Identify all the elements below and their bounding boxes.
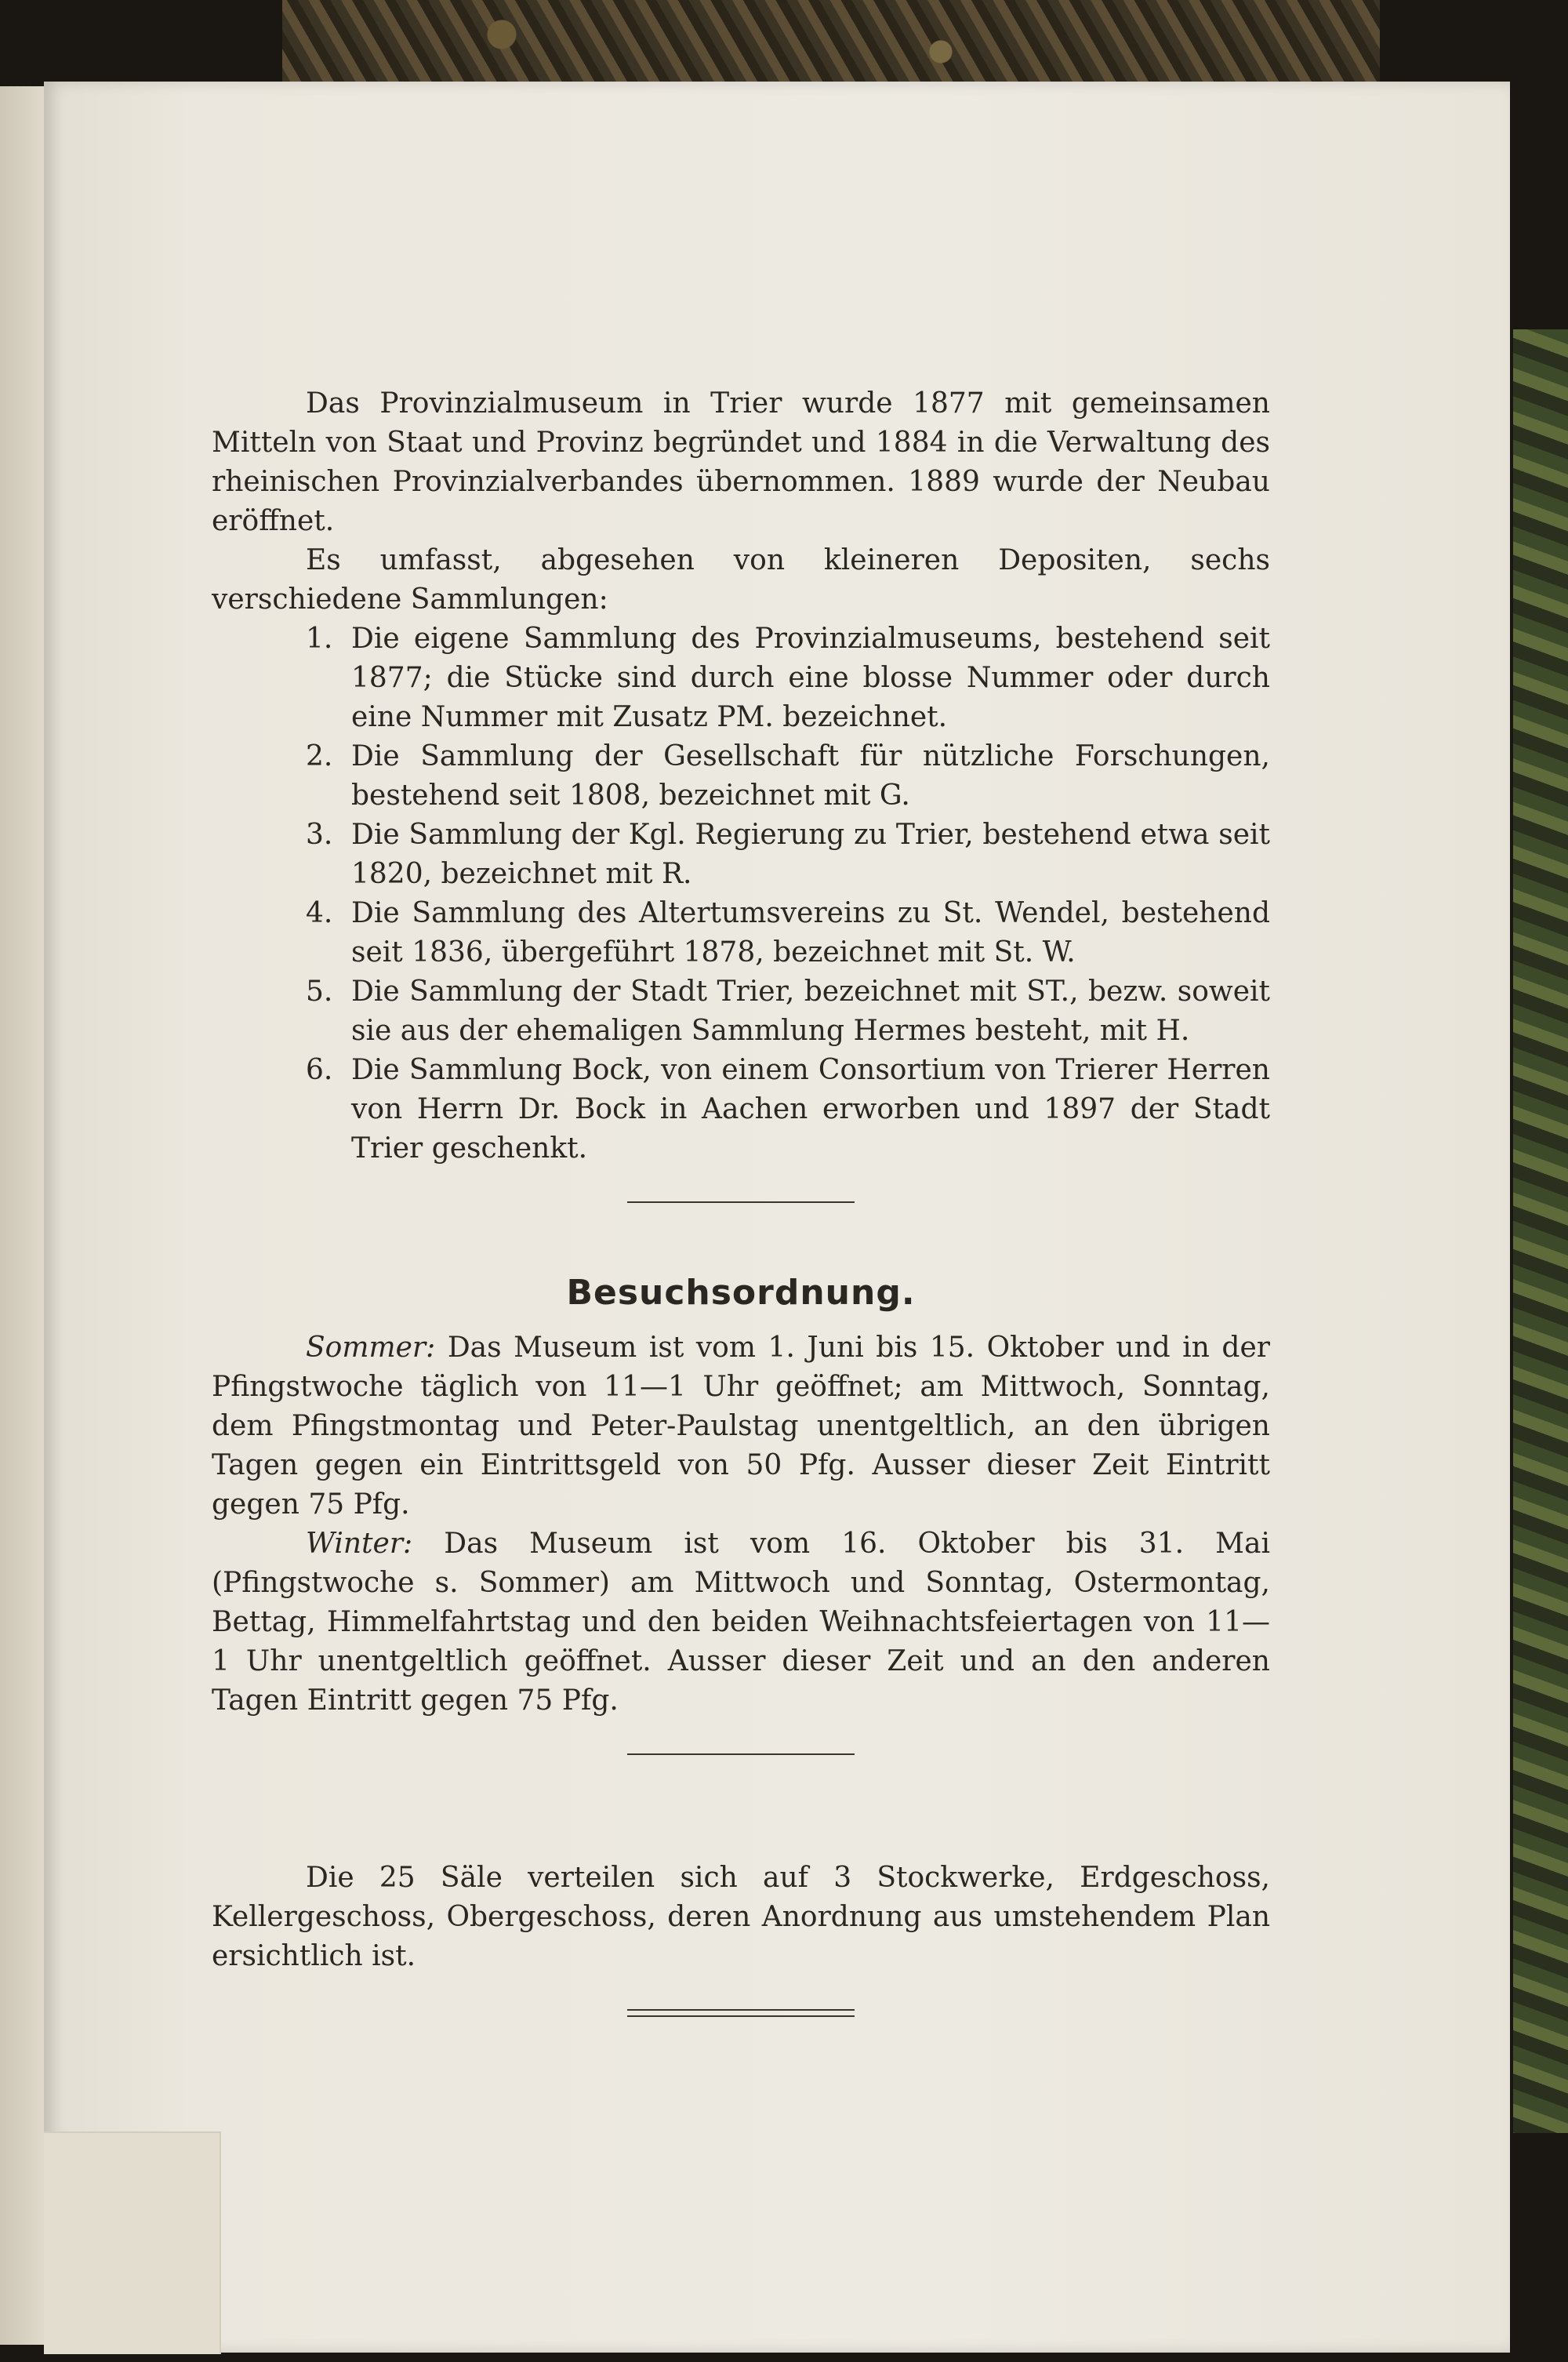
list-item-number: 5. [306, 976, 333, 1008]
intro-paragraph-2: Es umfasst, abgesehen von kleineren Depositen, sechs verschiedene Sammlungen: [212, 544, 1270, 616]
list-item [212, 816, 1270, 894]
list-item-number: 6. [306, 1054, 333, 1086]
list-item [212, 972, 1270, 1051]
list-item-text: Die Sammlung der Kgl. Regierung zu Trier, bestehend etwa seit 1820, bezeichnet mit R. [351, 819, 1270, 890]
winter-text: Das Museum ist vom 16. Oktober bis 31. Mai (Pfingstwoche s. Sommer) am Mittwoch und Sonntag, Ostermontag, Bettag, Himmelfahrtstag und den beiden Weihnachtsfeiertagen von 11—1 Uhr unentgeltlich geöffnet. Ausser dieser Zeit und an den anderen Tagen Eintritt gegen 75 Pfg. [212, 1528, 1270, 1717]
list-item-text: Die eigene Sammlung des Provinzialmuseums, bestehend seit 1877; die Stücke sind durch eine blosse Nummer oder durch eine Nummer mit Zusatz PM. bezeichnet. [351, 623, 1270, 733]
divider-rule [627, 1201, 855, 1203]
list-item [212, 737, 1270, 816]
intro-paragraph-1: Das Provinzialmuseum in Trier wurde 1877 mit gemeinsamen Mitteln von Staat und Provinz begründet und 1884 in die Verwaltung des rheinischen Provinzialverbandes übernommen. 1889 wurde der Neubau eröffnet. [212, 387, 1270, 537]
list-item-text: Die Sammlung der Gesellschaft für nützliche Forschungen, bestehend seit 1808, bezeichnet mit G. [351, 740, 1270, 812]
winter-label: Winter: [306, 1528, 413, 1560]
list-item-number: 1. [306, 623, 333, 655]
list-item [212, 1051, 1270, 1168]
section-heading: Besuchsordnung. [566, 1273, 916, 1313]
page-content [212, 384, 1270, 2050]
list-item-text: Die Sammlung Bock, von einem Consortium von Trierer Herren von Herrn Dr. Bock in Aachen erworben und 1897 der Stadt Trier geschenkt. [351, 1054, 1270, 1165]
list-item [212, 620, 1270, 737]
list-item [212, 894, 1270, 972]
list-item-text: Die Sammlung der Stadt Trier, bezeichnet mit ST., bezw. soweit sie aus der ehemaligen Sammlung Hermes besteht, mit H. [351, 976, 1270, 1047]
list-item-number: 4. [306, 897, 333, 929]
list-item-number: 2. [306, 740, 333, 772]
library-label [44, 2131, 221, 2354]
summer-paragraph [212, 1328, 1270, 1524]
list-item-number: 3. [306, 819, 333, 851]
book-cover-marbled-edge [1513, 329, 1568, 2133]
book-cover-marbled-top [282, 0, 1380, 86]
summer-text: Das Museum ist vom 1. Juni bis 15. Oktober und in der Pfingstwoche täglich von 11—1 Uhr geöffnet; am Mittwoch, Sonntag, dem Pfingstmontag und Peter-Paulstag unentgeltlich, an den übrigen Tagen gegen ein Eintrittsgeld von 50 Pfg. Ausser dieser Zeit Eintritt gegen 75 Pfg. [212, 1332, 1270, 1521]
list-item-text: Die Sammlung des Altertumsvereins zu St. Wendel, bestehend seit 1836, übergeführt 1878, bezeichnet mit St. W. [351, 897, 1270, 968]
collections-list [212, 620, 1270, 1168]
facing-page-edge [0, 86, 47, 2345]
closing-paragraph: Die 25 Säle verteilen sich auf 3 Stockwerke, Erdgeschoss, Kellergeschoss, Obergeschoss, deren Anordnung aus umstehendem Plan ersichtlich ist. [212, 1862, 1270, 1972]
double-divider-rule [627, 2009, 855, 2017]
divider-rule [627, 1753, 855, 1755]
winter-paragraph [212, 1524, 1270, 1721]
summer-label: Sommer: [306, 1332, 436, 1364]
